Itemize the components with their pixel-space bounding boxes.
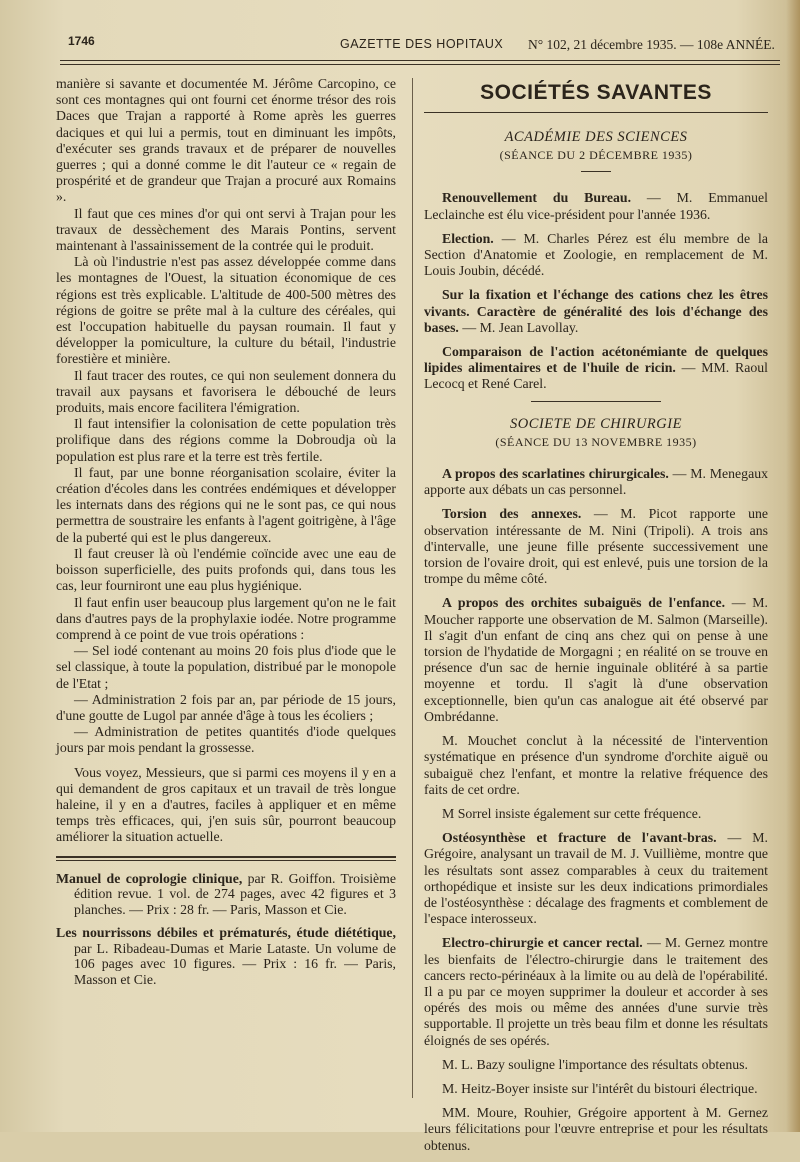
- book-notices: [56, 871, 396, 988]
- paragraph: Il faut intensifier la colonisation de cette population très prolifique dans des régions comme la Dobroudja où la population est plus rare et la terre est très fertile.: [56, 416, 396, 464]
- report-title: Election.: [442, 230, 494, 246]
- report-text: MM. Moure, Rouhier, Grégoire apportent à M. Gernez leurs félicitations pour l'œuvre entreprise et pour les résultats obtenus.: [424, 1105, 768, 1153]
- report-item: [424, 190, 768, 222]
- report-title: A propos des scarlatines chirurgicales.: [442, 466, 669, 482]
- report-text: — M. Grégoire, analysant un travail de M. J. Vuillième, montre que les résultats sont assez comparables à ceux du traitement orthopédique et insiste sur les deux indications primordiales de l'ostéosynthèse : décalage des fragments et comblement de l'espace interosseux.: [424, 830, 768, 927]
- report-item: [424, 231, 768, 280]
- page-number: 1746: [68, 34, 95, 48]
- report-item: [424, 466, 768, 498]
- surgery-heading: SOCIETE DE CHIRURGIE: [510, 415, 682, 432]
- report-title: Renouvellement du Bureau.: [442, 190, 632, 206]
- paragraph: Il faut creuser là où l'endémie coïncide avec une eau de boisson superficielle, des puits profonds qui, dans tous les cas, leur fourniront une eau plus hygiénique.: [56, 545, 396, 594]
- paragraph: Il faut que ces mines d'or qui ont servi à Trajan pour les travaux de dessèchement des Marais Pontins, servent maintenant à l'assainissement de la contrée qui le produit.: [56, 205, 396, 254]
- report-title: Torsion des annexes.: [442, 506, 582, 522]
- paragraph: Il faut tracer des routes, ce qui non seulement donnera du travail aux paysans et favorisera le débouché de leurs produits, mais encore facilitera l'émigration.: [56, 367, 396, 416]
- book-title: Les nourrissons débiles et prématurés, étude diététique,: [56, 925, 396, 941]
- report-text: — M. Moucher rapporte une observation de M. Salmon (Marseille). Il s'agit d'un enfant de cinq ans chez qui on pense à une torsion de l'hydatide de Morgagni ; en réalité on se trouve en présence d'un sac de hernie inguinale oblitéré à sa partie moyenne et tordu. Il s'agit là d'une observation exceptionnelle, bien qu'un cas analogue ait été observé par Ombrédanne.: [424, 595, 768, 724]
- title-rule: [424, 112, 768, 113]
- page-header: [40, 30, 780, 60]
- paragraph: manière si savante et documentée M. Jérôme Carcopino, ce sont ces montagnes qui ont fourni cet énorme trésor des rois Daces que Trajan a rapporté à Rome après les guerres daciques et qui lui a permis, tout en diminuant les impôts, d'exécuter ses grands travaux et de préparer de nouvelles guerres ; qui a donné comme le dit l'auteur ce « regain de prospérité et de grandeur que Trajan a procuré aux Romains ».: [56, 76, 396, 205]
- paragraph: — Sel iodé contenant au moins 20 fois plus d'iode que le sel classique, à toute la population, distribué par le monopole de l'Etat ;: [56, 643, 396, 691]
- book-details: par L. Ribadeau-Dumas et Marie Lataste. Un volume de 106 pages avec 10 figures. — Prix : 16 fr. — Paris, Masson et Cie.: [74, 940, 396, 987]
- report-item: [424, 287, 768, 336]
- report-item: [424, 1057, 768, 1073]
- report-item: [424, 344, 768, 393]
- report-title: Ostéosynthèse et fracture de l'avant-bras.: [442, 830, 717, 846]
- page-edge-shadow: [786, 0, 800, 1132]
- issue-info: N° 102, 21 décembre 1935. — 108e ANNÉE.: [528, 37, 775, 52]
- report-item: [424, 1105, 768, 1154]
- book-title: Manuel de coprologie clinique,: [56, 870, 243, 886]
- report-text: — M. Menegaux apporte aux débats un cas personnel.: [424, 466, 768, 498]
- header-rule: [60, 60, 780, 61]
- surgery-session: (SÉANCE DU 13 NOVEMBRE 1935): [495, 434, 697, 449]
- report-item: [424, 806, 768, 822]
- left-column: [56, 76, 396, 995]
- book-section-rule-thin: [56, 860, 396, 861]
- book-notice: [56, 871, 396, 918]
- report-text: — M. Charles Pérez est élu membre de la Section d'Anatomie et Zoologie, en remplacement de M. Louis Joubin, décédé.: [424, 230, 768, 279]
- paragraph: — Administration de petites quantités d'iode quelques jours par mois pendant la grossesse.: [56, 724, 396, 756]
- report-item: [424, 506, 768, 587]
- paragraph: Il faut, par une bonne réorganisation scolaire, éviter la création d'écoles dans les contrées endémiques et développer les internats dans des régions qui ne le sont pas, ce qui nous permettra de soustraire les enfants à l'agent goitrigène, à l'âge de la puberté qui est le plus dangereux.: [56, 464, 396, 545]
- paragraph: Vous voyez, Messieurs, que si parmi ces moyens il y en a qui demandent de gros capitaux et un travail de très longue haleine, il y en a d'autres, faciles à appliquer et en même temps très efficaces, qui, j'en suis sûr, pourront beaucoup améliorer la situation actuelle.: [56, 764, 396, 845]
- report-title: Sur la fixation et l'échange des cations chez les êtres vivants. Caractère de généralité des lois d'échange des bases.: [424, 287, 768, 335]
- report-text: — MM. Raoul Lecocq et René Carel.: [424, 360, 769, 392]
- report-text: — M. Picot rapporte une observation intéressante de M. Nini (Tripoli). A trois ans d'intervalle, une jeune fille présente successivement une torsion de l'ovaire droit, qui est enlevé, puis une torsion de la trompe du même côté.: [424, 506, 768, 587]
- academy-heading: ACADÉMIE DES SCIENCES: [504, 129, 688, 145]
- academy-session: (SÉANCE DU 2 DÉCEMBRE 1935): [499, 148, 693, 163]
- section-rule: [531, 401, 661, 402]
- report-text: — M. Jean Lavollay.: [458, 319, 579, 335]
- report-text: M. Mouchet conclut à la nécessité de l'intervention systématique en présence d'un syndrome d'orchite aiguë ou subaiguë chez l'enfant, et montre la relative fréquence des faits de cet ordre.: [424, 733, 768, 797]
- column-divider: [412, 78, 413, 1098]
- book-section-rule: [56, 856, 396, 858]
- report-item: [424, 595, 768, 725]
- journal-name: GAZETTE DES HOPITAUX: [340, 37, 504, 51]
- report-text: M. Heitz-Boyer insiste sur l'intérêt du bistouri électrique.: [442, 1080, 758, 1096]
- report-title: A propos des orchites subaiguës de l'enfance.: [442, 595, 726, 611]
- right-column: [424, 76, 768, 1162]
- report-title: Electro-chirurgie et cancer rectal.: [442, 935, 643, 951]
- book-details: par R. Goiffon. Troisième édition revue. 1 vol. de 274 pages, avec 42 figures et 3 planches. — Prix : 28 fr. — Paris, Masson et Cie.: [74, 870, 397, 917]
- paragraph: Il faut enfin user beaucoup plus largement qu'on ne le fait dans d'autres pays de la prophylaxie iodée. Notre programme comprend à ce point de vue trois opérations :: [56, 594, 396, 642]
- paragraph: — Administration 2 fois par an, par période de 15 jours, d'une goutte de Lugol par année d'âge à tous les écoliers ;: [56, 691, 396, 723]
- report-item: [424, 733, 768, 798]
- section-title: SOCIÉTÉS SAVANTES: [480, 81, 712, 104]
- report-item: [424, 830, 768, 927]
- short-rule: [581, 171, 611, 172]
- report-title: Comparaison de l'action acétonémiante de quelques lipides alimentaires et de l'huile de ricin.: [424, 344, 768, 376]
- report-item: [424, 1081, 768, 1097]
- report-item: [424, 935, 768, 1048]
- paragraph: Là où l'industrie n'est pas assez développée comme dans les montagnes de l'Ouest, la situation économique de ces régions est très explicable. L'altitude de 400-500 mètres des régions de goitre se prête mal à la culture des céréales, qui est l'occupation habituelle du paysan roumain. Il faut y développer la pomiculture, la culture du bétail, l'industrie forestière et minière.: [56, 254, 396, 367]
- report-text: — M. Emmanuel Leclainche est élu vice-président pour l'année 1936.: [424, 190, 768, 222]
- report-text: M. L. Bazy souligne l'importance des résultats obtenus.: [442, 1056, 748, 1072]
- report-text: — M. Gernez montre les bienfaits de l'électro-chirurgie dans le traitement des cancers recto-périnéaux à la limite ou au delà de l'opérabilité. Il a pu par ce moyen supprimer la douleur et accorder à ses opérés des mois ou même des années d'une survie très supportable. Il projette un très beau film et donne les résultats éloignés de ses opérés.: [424, 935, 769, 1048]
- header-rule-thin: [60, 64, 780, 65]
- book-notice: [56, 925, 396, 987]
- report-text: M Sorrel insiste également sur cette fréquence.: [442, 805, 702, 821]
